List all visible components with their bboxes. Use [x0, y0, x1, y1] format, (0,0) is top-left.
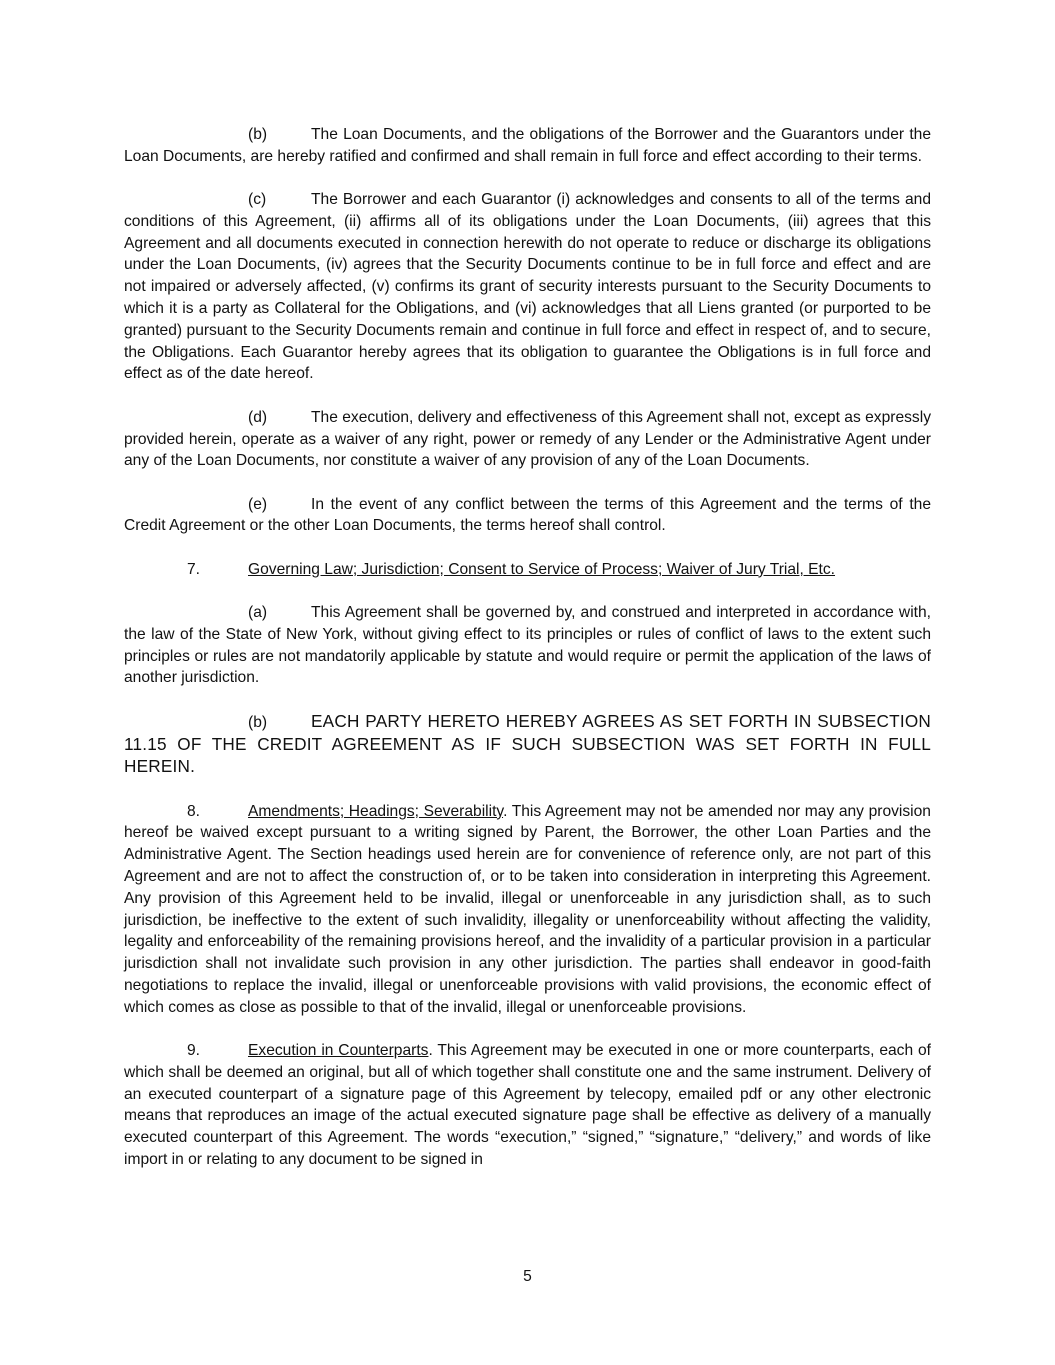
section-number: 7.: [187, 560, 201, 578]
paragraph-6d: [124, 407, 931, 472]
paragraph-text: The Loan Documents, and the obligations of the Borrower and the Guarantors under the Loan Documents, are hereby ratified and confirmed and shall remain in full force and effect according to their terms.: [124, 126, 931, 165]
paragraph-label: (d): [248, 408, 268, 426]
paragraph-text: The Borrower and each Guarantor (i) acknowledges and consents to all of the terms and conditions of this Agreement, (ii) affirms all of its obligations under the Loan Documents, (iii) agrees that this Agreement and all documents executed in connection herewith do not operate to reduce or discharge its obligations under the Loan Documents, (iv) agrees that the Security Documents continue to be in full force and effect and are not impaired or adversely affected, (v) confirms its grant of security interests pursuant to the Security Documents to which it is a party as Collateral for the Obligations, and (vi) acknowledges that all Liens granted (or purported to be granted) pursuant to the Security Documents remain and continue in full force and effect in respect of, and to secure, the Obligations. Each Guarantor hereby agrees that its obligation to guarantee the Obligations is in full force and effect as of the date hereof.: [124, 191, 931, 383]
section-text: . This Agreement may not be amended nor may any provision hereof be waived except pursuant to a writing signed by Parent, the Borrower, the other Loan Parties and the Administrative Agent. The Section headings used herein are for convenience of reference only, are not part of this Agreement and are not to affect the construction of, or to be taken into consideration in interpreting this Agreement. Any provision of this Agreement held to be invalid, illegal or unenforceable in any jurisdiction shall, as to such jurisdiction, be ineffective to the extent of such invalidity, illegality or unenforceability without affecting the validity, legality and enforceability of the remaining provisions hereof, and the invalidity of a particular provision in a particular jurisdiction shall not invalidate such provision in any other jurisdiction. The parties shall endeavor in good-faith negotiations to replace the invalid, illegal or unenforceable provisions with valid provisions, the economic effect of which comes as close as possible to that of the invalid, illegal or unenforceable provisions.: [124, 802, 931, 1016]
paragraph-6e: [124, 494, 931, 538]
page-number: 5: [523, 1268, 532, 1285]
document-page: [124, 124, 931, 1192]
paragraph-label: (e): [248, 495, 268, 513]
paragraph-7a: [124, 602, 931, 689]
section-heading: Governing Law; Jurisdiction; Consent to Service of Process; Waiver of Jury Trial, Etc.: [248, 560, 836, 578]
section-text: . This Agreement may be executed in one or more counterparts, each of which shall be deemed an original, but all of which together shall constitute one and the same instrument. Delivery of an executed counterpart of a signature page of this Agreement by telecopy, emailed pdf or any other electronic means that reproduces an image of the actual executed signature page shall be effective as delivery of a manually executed counterpart of this Agreement. The words “execution,” “signed,” “signature,” “delivery,” and words of like import in or relating to any document to be signed in: [124, 1042, 931, 1169]
paragraph-text: EACH PARTY HERETO HEREBY AGREES AS SET FORTH IN SUBSECTION 11.15 OF THE CREDIT AGREEMENT AS IF SUCH SUBSECTION WAS SET FORTH IN FULL HEREIN.: [124, 710, 931, 777]
section-9: [124, 1040, 931, 1171]
paragraph-label: (b): [248, 126, 268, 143]
paragraph-text: The execution, delivery and effectiveness of this Agreement shall not, except as expressly provided herein, operate as a waiver of any right, power or remedy of any Lender or the Administrative Agent under any of the Loan Documents, nor constitute a waiver of any provision of any of the Loan Documents.: [124, 408, 931, 470]
paragraph-label: (a): [248, 604, 268, 622]
section-7-heading: [124, 559, 931, 581]
paragraph-label: (c): [248, 191, 267, 209]
paragraph-label: (b): [248, 713, 268, 731]
section-heading: Execution in Counterparts: [248, 1042, 429, 1060]
paragraph-text: In the event of any conflict between the terms of this Agreement and the terms of the Credit Agreement or the other Loan Documents, the terms hereof shall control.: [124, 495, 931, 535]
section-8: [124, 801, 931, 1019]
paragraph-text: This Agreement shall be governed by, and construed and interpreted in accordance with, the law of the State of New York, without giving effect to its principles or rules of conflict of laws to the extent such principles or rules are not mandatorily applicable by statute and would require or permit the application of the laws of another jurisdiction.: [124, 604, 931, 687]
section-number: 8.: [187, 802, 201, 820]
paragraph-6b: [124, 124, 931, 168]
section-number: 9.: [187, 1042, 201, 1060]
paragraph-7b: [124, 711, 931, 779]
section-heading: Amendments; Headings; Severability: [248, 802, 504, 820]
paragraph-6c: [124, 189, 931, 385]
